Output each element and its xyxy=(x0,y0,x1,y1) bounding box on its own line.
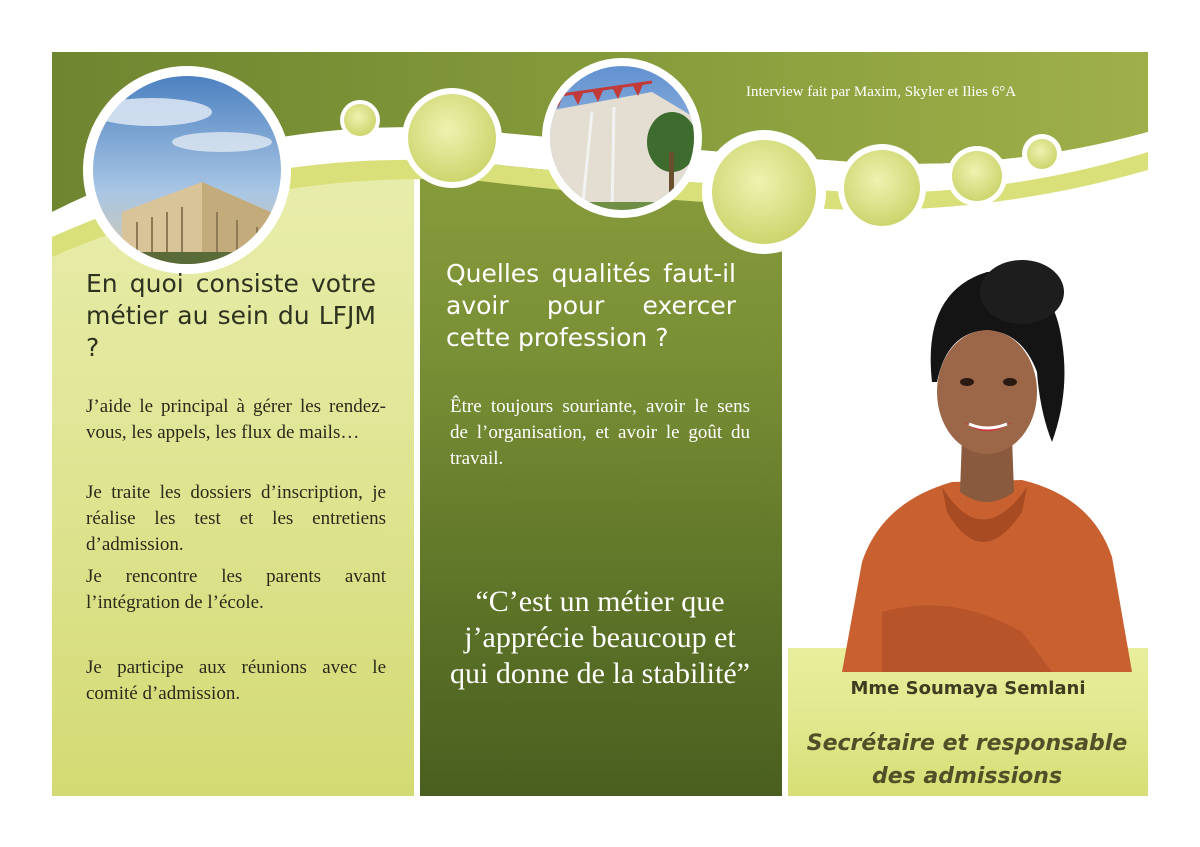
answer-2: Être toujours souriante, avoir le sens de l’organisation, et avoir le goût du travail. xyxy=(450,396,750,469)
answer-paragraph: J’aide le principal à gérer les rendez-vous, les appels, les flux de mails… xyxy=(86,396,386,443)
answer-paragraph: Je participe aux réunions avec le comité d’admission. xyxy=(86,657,386,704)
answer-paragraph: Je traite les dossiers d’inscription, je réalise les test et les entretiens d’admission. xyxy=(86,482,386,555)
answer-paragraph: Je rencontre les parents avant l’intégration de l’école. xyxy=(86,566,386,613)
pull-quote: “C’est un métier que j’apprécie beaucoup et qui donne de la stabilité” xyxy=(450,585,750,690)
question-1: En quoi consiste votre métier au sein du LFJM ? xyxy=(86,269,376,362)
person-name: Mme Soumaya Semlani xyxy=(850,678,1086,699)
brochure-sheet xyxy=(52,52,1148,796)
question-2: Quelles qualités faut-il avoir pour exercer cette profession ? xyxy=(446,259,736,352)
person-role: Secrétaire et responsable des admissions xyxy=(806,731,1128,789)
credit-line: Interview fait par Maxim, Skyler et Ilies 6°A xyxy=(746,84,1017,100)
